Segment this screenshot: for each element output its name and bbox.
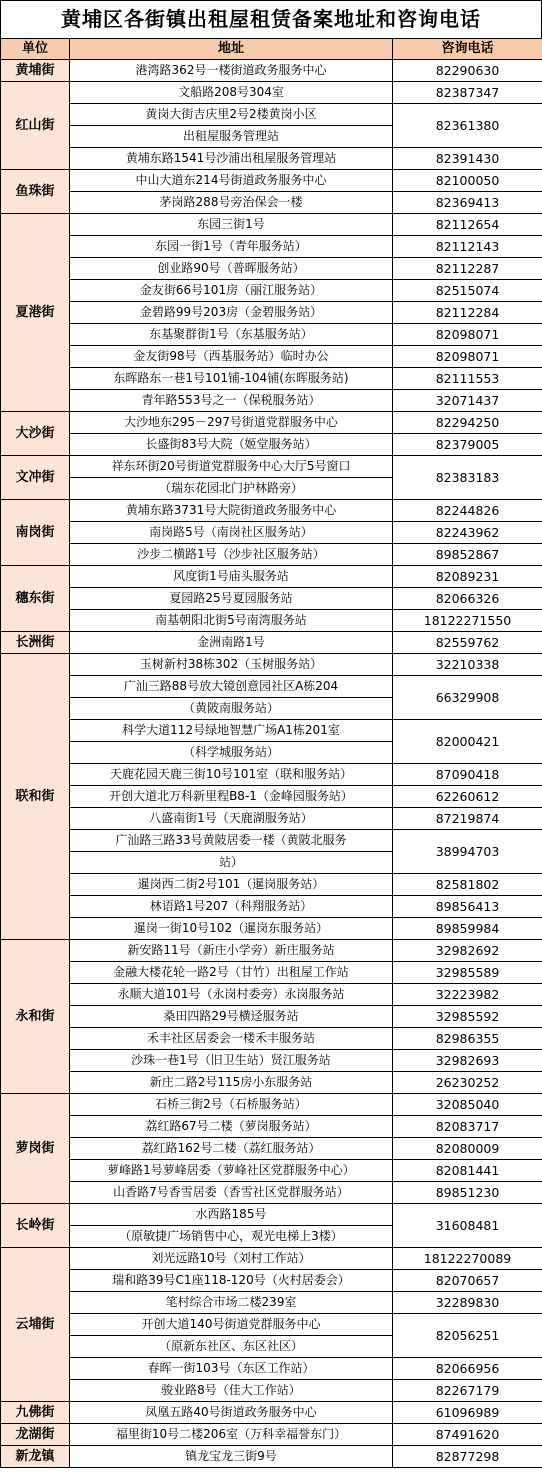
table-row (1, 324, 542, 346)
address-cell: 东园三街1号 (70, 214, 393, 236)
address-cell: 南岗路5号（南岗社区服务站） (70, 522, 393, 544)
phone-cell: 32289830 (393, 1292, 542, 1314)
phone-cell: 82290630 (393, 60, 542, 82)
table-row (1, 984, 542, 1006)
unit-cell: 云埔街 (1, 1248, 70, 1402)
phone-cell: 89852867 (393, 544, 542, 566)
address-cell: 萝峰路1号萝峰居委（萝峰社区党群服务中心） (70, 1160, 393, 1182)
table-row (1, 82, 542, 104)
phone-cell: 82112287 (393, 258, 542, 280)
phone-cell: 82294250 (393, 412, 542, 434)
address-cell: 开创大道北万科新里程B8-1（金峰园服务站） (70, 786, 393, 808)
phone-cell: 82244826 (393, 500, 542, 522)
table-row (1, 632, 542, 654)
address-cell: 金洲南路1号 (70, 632, 393, 654)
address-cell: 沙步二横路1号（沙步社区服务站） (70, 544, 393, 566)
address-cell: 笔村综合市场二楼239室 (70, 1292, 393, 1314)
phone-cell: 82112284 (393, 302, 542, 324)
address-cell: 桑田四路29号横迳服务站 (70, 1006, 393, 1028)
unit-cell: 黄埔街 (1, 60, 70, 82)
phone-cell: 66329908 (393, 676, 542, 720)
header-phone: 咨询电话 (393, 39, 542, 60)
unit-cell: 长岭街 (1, 1204, 70, 1248)
table-row (1, 1270, 542, 1292)
phone-cell: 32982692 (393, 940, 542, 962)
phone-cell: 82080009 (393, 1138, 542, 1160)
table-row (1, 104, 542, 126)
phone-cell: 89856413 (393, 896, 542, 918)
address-cell: 新安路11号（新庄小学旁）新庄服务站 (70, 940, 393, 962)
table-row (1, 1402, 542, 1424)
table-row (1, 1006, 542, 1028)
phone-cell: 82383183 (393, 456, 542, 500)
unit-cell: 大沙街 (1, 412, 70, 456)
phone-cell: 82081441 (393, 1160, 542, 1182)
table-row (1, 1160, 542, 1182)
address-cell: 禾丰社区居委会一楼禾丰服务站 (70, 1028, 393, 1050)
address-cell: 八盛南街1号（天鹿湖服务站） (70, 808, 393, 830)
address-cell: 创业路90号（普晖服务站） (70, 258, 393, 280)
table-row (1, 962, 542, 984)
table-row (1, 1204, 542, 1226)
table-row (1, 896, 542, 918)
address-cell: 金碧路99号203房（金碧服务站） (70, 302, 393, 324)
address-cell: 山香路7号香雪居委（香雪社区党群服务站） (70, 1182, 393, 1204)
address-cell: 中山大道东214号街道政务服务中心 (70, 170, 393, 192)
address-cell: （黄陂南服务站） (70, 698, 393, 720)
phone-cell: 82267179 (393, 1380, 542, 1402)
table-row (1, 456, 542, 478)
address-cell: 广汕路三路33号黄陂居委一楼（黄陂北服务 (70, 830, 393, 852)
phone-cell: 82000421 (393, 720, 542, 764)
address-cell: 沙珠一巷1号（旧卫生站）贤江服务站 (70, 1050, 393, 1072)
address-cell: 青年路553号之一（保税服务站） (70, 390, 393, 412)
phone-cell: 82391430 (393, 148, 542, 170)
address-cell: 科学大道112号绿地智慧广场A1栋201室 (70, 720, 393, 742)
address-cell: 金友街66号101房（丽江服务站） (70, 280, 393, 302)
address-cell: 永顺大道101号（永岗村委旁）永岗服务站 (70, 984, 393, 1006)
address-cell: 风度街1号庙头服务站 (70, 566, 393, 588)
address-cell: 水西路185号 (70, 1204, 393, 1226)
table-row (1, 1248, 542, 1270)
phone-cell: 82559762 (393, 632, 542, 654)
header-unit: 单位 (1, 39, 70, 60)
table-row (1, 170, 542, 192)
address-cell: 凤凰五路40号街道政务服务中心 (70, 1402, 393, 1424)
address-cell: 福里街10号二楼206室（万科幸福誉东门） (70, 1424, 393, 1446)
address-cell: 大沙地东295－297号街道党群服务中心 (70, 412, 393, 434)
address-cell: 春晖一街103号（东区工作站） (70, 1358, 393, 1380)
phone-cell: 32210338 (393, 654, 542, 676)
unit-cell: 长洲街 (1, 632, 70, 654)
address-cell: 东晖路东一巷1号101铺-104铺(东晖服务站) (70, 368, 393, 390)
phone-cell: 82361380 (393, 104, 542, 148)
address-cell: （原新东社区、东区社区） (70, 1336, 393, 1358)
table-row (1, 1138, 542, 1160)
table-row (1, 280, 542, 302)
phone-cell: 82111553 (393, 368, 542, 390)
address-cell: 夏园路25号夏园服务站 (70, 588, 393, 610)
address-cell: 黄埔东路3731号大院街道政务服务中心 (70, 500, 393, 522)
table-row (1, 918, 542, 940)
table-row (1, 258, 542, 280)
unit-cell: 红山街 (1, 82, 70, 170)
unit-cell: 龙湖街 (1, 1424, 70, 1446)
phone-cell: 87219874 (393, 808, 542, 830)
phone-cell: 82243962 (393, 522, 542, 544)
phone-cell: 82387347 (393, 82, 542, 104)
table-row (1, 500, 542, 522)
unit-cell: 夏港街 (1, 214, 70, 412)
table-row (1, 1072, 542, 1094)
table-row (1, 60, 542, 82)
address-cell: 瑞和路39号C1座118-120号（火村居委会） (70, 1270, 393, 1292)
table-row (1, 676, 542, 698)
table-row (1, 346, 542, 368)
table-row (1, 654, 542, 676)
table-row (1, 390, 542, 412)
phone-cell: 82515074 (393, 280, 542, 302)
page-title: 黄埔区各街镇出租屋租赁备案地址和咨询电话 (0, 0, 542, 38)
phone-cell: 82056251 (393, 1314, 542, 1358)
table-row (1, 874, 542, 896)
table-row (1, 544, 542, 566)
table-row (1, 566, 542, 588)
phone-cell: 82369413 (393, 192, 542, 214)
address-cell: 刘光远路10号（刘村工作站） (70, 1248, 393, 1270)
unit-cell: 新龙镇 (1, 1446, 70, 1468)
phone-cell: 82089231 (393, 566, 542, 588)
table-row (1, 808, 542, 830)
address-cell: 出租屋服务管理站 (70, 126, 393, 148)
table-row (1, 1446, 542, 1468)
table-row (1, 830, 542, 852)
phone-cell: 61096989 (393, 1402, 542, 1424)
unit-cell: 鱼珠街 (1, 170, 70, 214)
header-address: 地址 (70, 39, 393, 60)
table-row (1, 940, 542, 962)
table-row (1, 236, 542, 258)
table-row (1, 148, 542, 170)
address-cell: 荔红路162号二楼（荔红服务站） (70, 1138, 393, 1160)
address-cell: 暹岗西二街2号101（暹岗服务站） (70, 874, 393, 896)
table-body (1, 60, 542, 1468)
address-cell: 天鹿花园天鹿三街10号101室（联和服务站） (70, 764, 393, 786)
address-cell: 骏业路8号（佳大工作站） (70, 1380, 393, 1402)
phone-cell: 26230252 (393, 1072, 542, 1094)
table-row (1, 214, 542, 236)
table-row (1, 588, 542, 610)
phone-cell: 89851230 (393, 1182, 542, 1204)
address-cell: 荔红路67号二楼（萝岗服务站） (70, 1116, 393, 1138)
address-cell: （原敏捷广场销售中心，观光电梯上3楼） (70, 1226, 393, 1248)
address-cell: 新庄二路2号115房小东服务站 (70, 1072, 393, 1094)
phone-cell: 87090418 (393, 764, 542, 786)
table-row (1, 302, 542, 324)
phone-cell: 38994703 (393, 830, 542, 874)
phone-cell: 32085040 (393, 1094, 542, 1116)
phone-cell: 32982693 (393, 1050, 542, 1072)
address-cell: 玉树新村38栋302（玉树服务站） (70, 654, 393, 676)
address-cell: （瑞东花园北门护林路旁） (70, 478, 393, 500)
phone-cell: 82112654 (393, 214, 542, 236)
phone-cell: 89859984 (393, 918, 542, 940)
address-cell: 东基聚群街1号（东基服务站） (70, 324, 393, 346)
phone-cell: 82083717 (393, 1116, 542, 1138)
table-row (1, 1028, 542, 1050)
table-row (1, 764, 542, 786)
table-row (1, 1380, 542, 1402)
address-cell: 港湾路362号一楼街道政务服务中心 (70, 60, 393, 82)
phone-cell: 62260612 (393, 786, 542, 808)
address-cell: 开创大道140号街道党群服务中心 (70, 1314, 393, 1336)
address-cell: 黄岗大街吉庆里2号2楼黄岗小区 (70, 104, 393, 126)
table-row (1, 434, 542, 456)
address-cell: 长盛街83号大院（姬堂服务站） (70, 434, 393, 456)
address-cell: 金融大楼花轮一路2号（甘竹）出租屋工作站 (70, 962, 393, 984)
phone-cell: 82066326 (393, 588, 542, 610)
phone-cell: 82379005 (393, 434, 542, 456)
phone-cell: 82986355 (393, 1028, 542, 1050)
table-row (1, 1094, 542, 1116)
phone-cell: 82581802 (393, 874, 542, 896)
table-row (1, 522, 542, 544)
address-cell: 镇龙宝龙三街9号 (70, 1446, 393, 1468)
table-header-row (1, 39, 542, 60)
address-cell: 茅岗路288号旁治保会一楼 (70, 192, 393, 214)
phone-cell: 32223982 (393, 984, 542, 1006)
table-row (1, 786, 542, 808)
phone-cell: 82098071 (393, 324, 542, 346)
address-cell: 南基朝阳北街5号南湾服务站 (70, 610, 393, 632)
phone-cell: 82100050 (393, 170, 542, 192)
phone-cell: 31608481 (393, 1204, 542, 1248)
unit-cell: 萝岗街 (1, 1094, 70, 1204)
table-row (1, 1292, 542, 1314)
address-cell: 林语路1号207（科翔服务站） (70, 896, 393, 918)
table-row (1, 412, 542, 434)
address-cell: 文船路208号304室 (70, 82, 393, 104)
phone-cell: 82066956 (393, 1358, 542, 1380)
address-cell: 黄埔东路1541号沙浦出租屋服务管理站 (70, 148, 393, 170)
table-row (1, 1314, 542, 1336)
table-row (1, 1358, 542, 1380)
address-cell: 石桥三街2号（石桥服务站） (70, 1094, 393, 1116)
phone-cell: 32985592 (393, 1006, 542, 1028)
phone-cell: 82877298 (393, 1446, 542, 1468)
table-row (1, 192, 542, 214)
table-row (1, 610, 542, 632)
address-cell: （科学城服务站） (70, 742, 393, 764)
unit-cell: 穗东街 (1, 566, 70, 632)
phone-cell: 18122270089 (393, 1248, 542, 1270)
phone-cell: 82112143 (393, 236, 542, 258)
table-row (1, 368, 542, 390)
table-row (1, 1182, 542, 1204)
unit-cell: 联和街 (1, 654, 70, 940)
unit-cell: 永和街 (1, 940, 70, 1094)
unit-cell: 九佛街 (1, 1402, 70, 1424)
address-cell: 祥东环街20号街道党群服务中心大厅5号窗口 (70, 456, 393, 478)
phone-cell: 18122271550 (393, 610, 542, 632)
phone-cell: 32071437 (393, 390, 542, 412)
address-cell: 金友街98号（西基服务站）临时办公 (70, 346, 393, 368)
phone-cell: 82098071 (393, 346, 542, 368)
address-cell: 站） (70, 852, 393, 874)
unit-cell: 文冲街 (1, 456, 70, 500)
table-row (1, 720, 542, 742)
table-row (1, 1424, 542, 1446)
unit-cell: 南岗街 (1, 500, 70, 566)
phone-cell: 87491620 (393, 1424, 542, 1446)
address-cell: 广汕三路88号放大镜创意园社区A栋204 (70, 676, 393, 698)
registration-table (0, 38, 542, 1468)
address-cell: 暹岗一街10号102（暹岗东服务站） (70, 918, 393, 940)
phone-cell: 82070657 (393, 1270, 542, 1292)
table-row (1, 1050, 542, 1072)
phone-cell: 32985589 (393, 962, 542, 984)
address-cell: 东园一街1号（青年服务站） (70, 236, 393, 258)
table-row (1, 1116, 542, 1138)
